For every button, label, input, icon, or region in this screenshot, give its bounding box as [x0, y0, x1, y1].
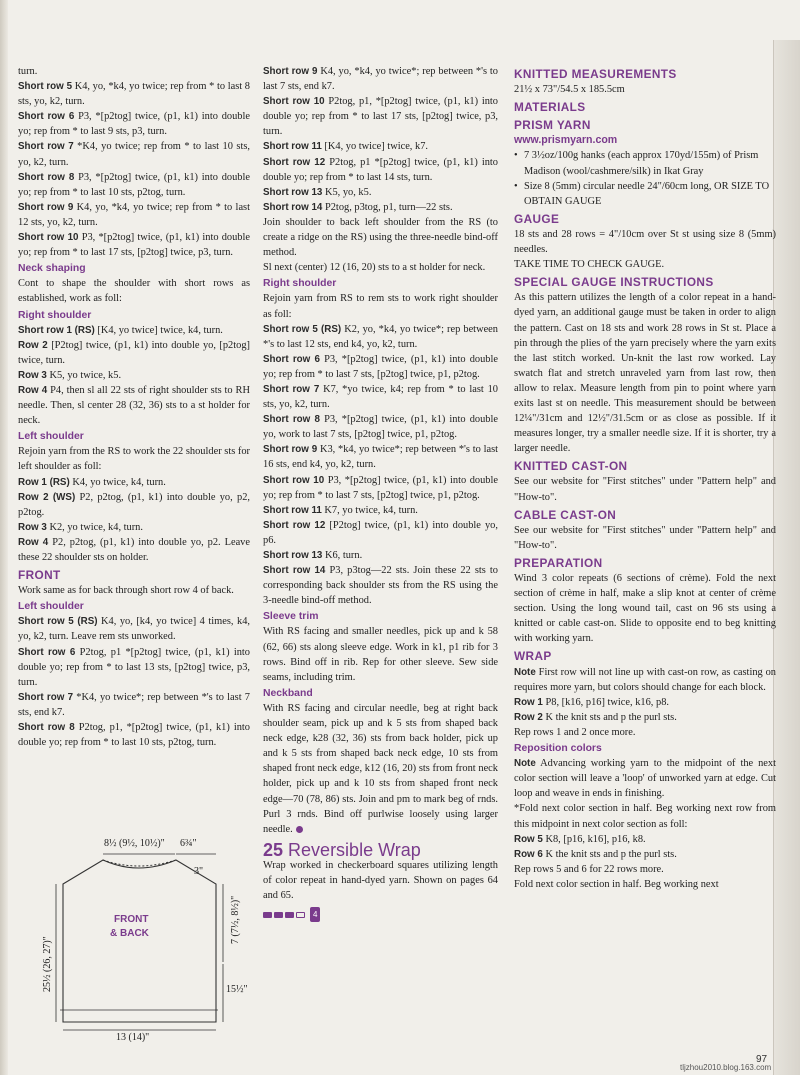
row-text: Advancing working yarn to the midpoint of the next color section will leave a 'loop' of unworked yarn at edge. Cut loop and weave in ends in finishing.: [514, 758, 776, 800]
materials-item: • 7 3½oz/100g hanks (each approx 170yd/155m) of Prism Madison (wool/cashmere/silk) in Ikat Gray: [514, 148, 776, 178]
watermark: tljzhou2010.blog.163.com: [680, 1063, 772, 1072]
instruction-row: [514, 710, 776, 725]
instruction-row: [263, 518, 498, 548]
instruction-row: [263, 94, 498, 139]
schematic-label: FRONT: [114, 914, 149, 925]
schematic-shoulder: 6¾": [180, 838, 197, 849]
section-heading: WRAP: [514, 649, 552, 664]
row-text: K8, [p16, k16], p16, k8.: [545, 833, 646, 845]
row-text: P2tog, p1 *[p2tog] twice, (p1, k1) into double yo; rep from * to last 13 sts, [p2tog] twice, p3, turn.: [18, 646, 250, 688]
paragraph-text: See our website for "First stitches" under "Pattern help" and "How-to".: [514, 524, 776, 551]
row-label: Short row 5 (RS): [18, 616, 98, 628]
instruction-row: [263, 200, 498, 215]
paragraph: [514, 82, 776, 97]
row-label: Short row 13: [263, 550, 323, 561]
paragraph-text: With RS facing and smaller needles, pick up and k 58 (62, 66) sts along sleeve edge. Work in k1, p1 rib for 3 rows. Bind off in rib. Rep for other sleeve. Sew side seams, including trim.: [263, 626, 498, 683]
paragraph: [263, 701, 498, 837]
row-label: Short row 8: [18, 722, 75, 734]
paragraph: [514, 227, 776, 257]
instruction-row: [263, 382, 498, 412]
paragraph-text: Work same as for back through short row 4 of back.: [18, 585, 234, 597]
row-label: Row 3: [18, 521, 47, 533]
instruction-row: [263, 548, 498, 563]
pattern-25-title: [263, 839, 498, 860]
row-label: Short row 6: [18, 111, 75, 123]
row-text: P3, *[p2tog] twice, (p1, k1) into double yo, work to last 7 sts, [p2tog] twice, p1, p2tog.: [263, 414, 498, 441]
instruction-row: [18, 368, 250, 383]
paragraph: [18, 276, 250, 306]
row-text: First row will not line up with cast-on row, as casting on requires more yarn, but colors should change for each block.: [514, 666, 776, 693]
row-label: Short row 6: [263, 353, 320, 365]
row-label: Row 2: [514, 711, 543, 723]
row-text: P4, then sl all 22 sts of right shoulder sts to RH needle. Then, sl center 28 (32, 36) sts to a st holder for neck.: [18, 384, 250, 427]
instruction-row: [18, 139, 250, 169]
paragraph: [514, 801, 776, 831]
row-text: K6, turn.: [324, 550, 363, 561]
instruction-row: [18, 383, 250, 428]
instruction-row: [514, 832, 776, 847]
row-label: Row 4: [18, 536, 49, 548]
instruction-row: [263, 412, 498, 442]
paragraph: [18, 64, 250, 79]
column-2: [263, 64, 498, 922]
row-label: Short row 11: [263, 504, 322, 516]
end-mark-icon: [296, 826, 303, 833]
paragraph-text: Join shoulder to back left shoulder from the RS (to create a ridge on the RS) using the three-needle bind-off method.: [263, 216, 498, 259]
subheading: Reposition colors: [514, 743, 602, 755]
paragraph-text: *Fold next color section in half. Beg working next row from this midpoint in next color section as foll:: [514, 803, 776, 830]
row-label: Row 4: [18, 384, 48, 396]
instruction-row: [18, 323, 250, 338]
paragraph-text: Rep rows 1 and 2 once more.: [514, 726, 636, 738]
instruction-row: [514, 695, 776, 710]
section-heading: MATERIALS: [514, 100, 586, 115]
row-text: P2tog, p1, *[p2tog] twice, (p1, k1) into double yo; rep from * to last 17 sts, [p2tog] twice, p3, turn.: [263, 96, 498, 138]
paragraph-text: 21½ x 73"/54.5 x 185.5cm: [514, 84, 625, 96]
instruction-row: [263, 322, 498, 352]
row-label: Short row 9: [263, 66, 318, 77]
row-label: Short row 10: [263, 96, 325, 108]
paragraph: [263, 260, 498, 275]
skill-level-badge: 4: [310, 907, 320, 922]
instruction-row: [263, 185, 498, 200]
instruction-row: [18, 170, 250, 200]
row-label: Short row 6: [18, 646, 76, 658]
schematic-neck-depth: 3": [194, 866, 204, 877]
section-heading: GAUGE: [514, 211, 560, 226]
row-text: K2, yo twice, k4, turn.: [49, 521, 143, 533]
paragraph: [514, 474, 776, 504]
instruction-row: [18, 338, 250, 368]
page-number: 97: [756, 1054, 768, 1065]
row-label: Short row 7: [263, 383, 320, 395]
paragraph-text: See our website for "First stitches" under "Pattern help" and "How-to".: [514, 476, 776, 503]
row-text: [P2tog] twice, (p1, k1) into double yo, [p2tog] twice, turn.: [18, 339, 250, 366]
instruction-row: [263, 503, 498, 518]
paragraph: [514, 571, 776, 646]
skill-level-indicator: [263, 907, 498, 922]
materials-item: • Size 8 (5mm) circular needle 24"/60cm long, OR SIZE TO OBTAIN GAUGE: [514, 179, 776, 209]
paragraph: [263, 291, 498, 321]
section-heading: PRISM YARN: [514, 118, 591, 133]
instruction-row: [263, 64, 498, 94]
front-back-schematic: [18, 832, 250, 1042]
paragraph-text: Sl next (center) 12 (16, 20) sts to a st holder for neck.: [263, 262, 486, 274]
row-label: Note: [514, 758, 536, 770]
row-label: Short row 9: [18, 201, 74, 213]
instruction-row: [514, 665, 776, 695]
paragraph: [514, 257, 776, 272]
section-heading: FRONT: [18, 568, 61, 583]
paragraph-text: Wind 3 color repeats (6 sections of crème). Fold the next section of crème in half, make a slip knot at center of crème section. Using the long wound tail, cast on 96 sts using a knitted or cable cast-on. Slide to opposite end to beg knitting with working yarn.: [514, 573, 776, 645]
instruction-row: [263, 442, 498, 472]
paragraph-text: Rejoin yarn from the RS to work the 22 shoulder sts for left shoulder as foll:: [18, 446, 250, 473]
row-label: Short row 14: [263, 565, 326, 577]
row-text: P3, *[p2tog] twice, (p1, k1) into double yo; rep from * to last 10 sts, p2tog, turn.: [18, 171, 250, 198]
row-text: P8, [k16, p16] twice, k16, p8.: [545, 696, 669, 708]
paragraph-text: As this pattern utilizes the length of a color repeat in a hand-dyed yarn, an additional gauge must be taken in order to align the pattern. Cast on 18 sts and work 28 rows in St st. Place a pin through the plies of the yarn precisely where the yarn exits the last stitch worked. Un-knit the last row worked. Lay swatch flat and stretch unraveled yarn from last row, then allow to relax. Measure length from pin to point where yarn exits last st on needle. This measurement should be between 12¼"/31cm and 12½"/31.5cm or as close as possible. If it measures longer, try a smaller needle size. If it is shorter, try a larger needle.: [514, 292, 776, 455]
skill-bar-empty-icon: [296, 912, 305, 918]
row-label: Row 6: [514, 848, 543, 860]
instruction-row: [18, 520, 250, 535]
row-text: *K4, yo twice*; rep between *'s to last 7 sts, end k7.: [18, 691, 250, 718]
paragraph-text: 18 sts and 28 rows = 4"/10cm over St st using size 8 (5mm) needles.: [514, 228, 776, 256]
row-label: Short row 7: [18, 691, 74, 703]
instruction-row: [263, 563, 498, 608]
paragraph-text: Fold next color section in half. Beg working next: [514, 878, 719, 890]
schematic-top-width: 8½ (9½, 10½)": [104, 838, 165, 849]
paragraph: [263, 624, 498, 684]
paragraph-text: Cont to shape the shoulder with short rows as established, work as foll:: [18, 278, 250, 305]
row-label: Short row 1 (RS): [18, 324, 95, 336]
skill-bar-icon: [274, 912, 283, 918]
materials-list: [514, 148, 776, 208]
row-text: [K4, yo twice] twice, k4, turn.: [97, 324, 223, 336]
subheading: Neck shaping: [18, 263, 86, 275]
row-label: Row 2 (WS): [18, 491, 76, 503]
row-text: P3, *[p2tog] twice, (p1, k1) into double yo; rep from * to last 9 sts, p3, turn.: [18, 111, 250, 138]
paragraph: [514, 877, 776, 892]
instruction-row: [18, 109, 250, 139]
row-label: Note: [514, 666, 536, 678]
subheading: Neckband: [263, 687, 313, 699]
paragraph: [18, 444, 250, 474]
row-text: P3, p3tog—22 sts. Join these 22 sts to corresponding back shoulder sts from the RS using the 3-needle bind-off method.: [263, 565, 498, 607]
row-text: K5, yo twice, k5.: [49, 369, 122, 381]
row-label: Short row 9: [263, 444, 318, 456]
row-label: Short row 12: [263, 156, 326, 168]
row-text: K3, *k4, yo twice*; rep between *'s to last 16 sts, end k4, yo, k2, turn.: [263, 444, 498, 471]
section-heading: KNITTED MEASUREMENTS: [514, 67, 677, 81]
instruction-row: [18, 475, 250, 490]
yarn-website: www.prismyarn.com: [514, 134, 618, 147]
row-text: K7, *yo twice, k4; rep from * to last 10 sts, yo, k2, turn.: [263, 383, 499, 411]
row-text: P2tog, p3tog, p1, turn—22 sts.: [324, 201, 453, 213]
row-label: Short row 5 (RS): [263, 323, 342, 335]
row-label: Short row 8: [18, 171, 75, 183]
schematic-body-length: 15½": [226, 984, 248, 995]
page-edge: [773, 40, 800, 1075]
pattern-name: Reversible Wrap: [288, 839, 421, 860]
instruction-row: [263, 139, 498, 154]
subheading: Sleeve trim: [263, 611, 319, 623]
instruction-row: [263, 473, 498, 503]
instruction-row: [18, 79, 250, 109]
subheading: Right shoulder: [263, 278, 337, 290]
column-3: [514, 64, 776, 892]
row-label: Row 2: [18, 339, 48, 351]
row-text: P2tog, p1, *[p2tog] twice, (p1, k1) into double yo; rep from * to last 10 sts, p2tog, turn.: [18, 722, 250, 749]
paragraph-text: turn.: [18, 66, 38, 77]
paragraph: [18, 583, 250, 598]
column-1: [18, 64, 250, 750]
row-label: Short row 12: [263, 519, 326, 531]
row-label: Row 5: [514, 833, 543, 845]
instruction-row: [18, 614, 250, 644]
row-text: P2, p2tog, (p1, k1) into double yo, p2. Leave these 22 shoulder sts on holder.: [18, 536, 250, 563]
row-label: Row 3: [18, 369, 47, 381]
row-label: Short row 10: [263, 474, 325, 486]
schematic-bottom-width: 13 (14)": [116, 1032, 150, 1042]
instruction-row: [18, 645, 250, 690]
paragraph-text: Rep rows 5 and 6 for 22 rows more.: [514, 863, 664, 875]
row-text: P3, *[p2tog] twice, (p1, k1) into double yo; rep from * to last 7 sts, [p2tog] twice, p1, p2tog.: [263, 353, 498, 380]
row-label: Short row 5: [18, 81, 73, 93]
row-text: K4, yo, *k4, yo twice; rep from * to last 12 sts, yo, k2, turn.: [18, 201, 250, 228]
row-text: K the knit sts and p the purl sts.: [545, 711, 677, 723]
paragraph-text: TAKE TIME TO CHECK GAUGE.: [514, 259, 665, 271]
row-text: K2, yo, *k4, yo twice*; rep between *'s to last 12 sts, end k4, yo, k2, turn.: [263, 323, 498, 350]
paragraph: [514, 290, 776, 456]
row-text: [K4, yo twice] twice, k7.: [324, 141, 428, 153]
row-text: K4, yo twice, k4, turn.: [72, 476, 166, 488]
paragraph: [514, 862, 776, 877]
row-text: K4, yo, [k4, yo twice] 4 times, k4, yo, k2, turn. Leave rem sts unworked.: [18, 616, 250, 643]
subheading: Left shoulder: [18, 601, 84, 613]
row-label: Short row 11: [263, 141, 322, 153]
skill-bar-icon: [285, 912, 294, 918]
pattern-intro: Wrap worked in checkerboard squares utilizing length of color repeat in hand-dyed yarn. Shown on pages 64 and 65.: [263, 859, 498, 902]
row-label: Short row 13: [263, 186, 323, 198]
row-label: Row 1: [514, 696, 543, 708]
subheading: Left shoulder: [18, 431, 84, 443]
row-text: P3, *[p2tog] twice, (p1, k1) into double yo; rep from * to last 7 sts, [p2tog] twice, p1, p2tog.: [263, 474, 498, 501]
instruction-row: [514, 847, 776, 862]
instruction-row: [18, 535, 250, 565]
row-text: K5, yo, k5.: [324, 186, 372, 198]
section-heading: CABLE CAST-ON: [514, 507, 617, 522]
row-text: *K4, yo twice; rep from * to last 10 sts, yo, k2, turn.: [18, 141, 250, 168]
schematic-label: & BACK: [110, 928, 149, 939]
row-label: Short row 7: [18, 141, 74, 153]
row-text: P3, *[p2tog] twice, (p1, k1) into double yo; rep from * to last 17 sts, [p2tog] twice, p3, turn.: [18, 232, 250, 259]
section-heading: PREPARATION: [514, 555, 603, 570]
paragraph: [263, 215, 498, 260]
row-text: [P2tog] twice, (p1, k1) into double yo, p6.: [263, 519, 498, 546]
paragraph-text: Rejoin yarn from RS to rem sts to work right shoulder as foll:: [263, 293, 498, 320]
section-heading: KNITTED CAST-ON: [514, 459, 628, 474]
section-heading: SPECIAL GAUGE INSTRUCTIONS: [514, 275, 714, 290]
row-text: K4, yo, *k4, yo twice*; rep between *'s to last 7 sts, end k7.: [263, 66, 498, 93]
row-text: P2, p2tog, (p1, k1) into double yo, p2, p2tog.: [18, 491, 250, 518]
row-text: K7, yo twice, k4, turn.: [324, 504, 418, 516]
schematic-armhole: 7 (7½, 8½)": [230, 895, 241, 944]
instruction-row: [263, 155, 498, 185]
row-label: Short row 8: [263, 414, 320, 426]
paragraph: [514, 523, 776, 553]
instruction-row: [18, 200, 250, 230]
instruction-row: [18, 720, 250, 750]
instruction-row: [263, 352, 498, 382]
pattern-number: 25: [263, 839, 284, 860]
instruction-row: [18, 230, 250, 260]
paragraph-text: With RS facing and circular needle, beg at right back shoulder seam, pick up and k 5 sts from shaped back neck edge, k28 (32, 36) sts from back holder, pick up and k 5 sts from shaped back neck edge, 10 sts from shaped front neck edge, k12 (16, 20) sts from front neck holder, pick up and k 10 sts from shaped front neck edge—70 (78, 86) sts. Join and pm to mark beg of rnds. Purl 3 rnds. Bind off purlwise loosely using larger needle.: [263, 702, 498, 835]
row-text: K4, yo, *k4, yo twice; rep from * to last 8 sts, yo, k2, turn.: [18, 81, 250, 108]
row-label: Short row 10: [18, 232, 79, 244]
schematic-total-length: 25½ (26, 27)": [42, 936, 53, 992]
row-label: Row 1 (RS): [18, 476, 70, 488]
row-label: Short row 14: [263, 201, 323, 213]
paragraph: [514, 725, 776, 740]
page-gutter: [0, 0, 8, 1075]
row-text: P2tog, p1 *[p2tog] twice, (p1, k1) into double yo; rep from * to last 14 sts, turn.: [263, 156, 498, 183]
subheading: Right shoulder: [18, 309, 92, 321]
skill-bar-icon: [263, 912, 272, 918]
instruction-row: [18, 490, 250, 520]
instruction-row: [18, 690, 250, 720]
row-text: K the knit sts and p the purl sts.: [545, 848, 677, 860]
instruction-row: [514, 756, 776, 801]
